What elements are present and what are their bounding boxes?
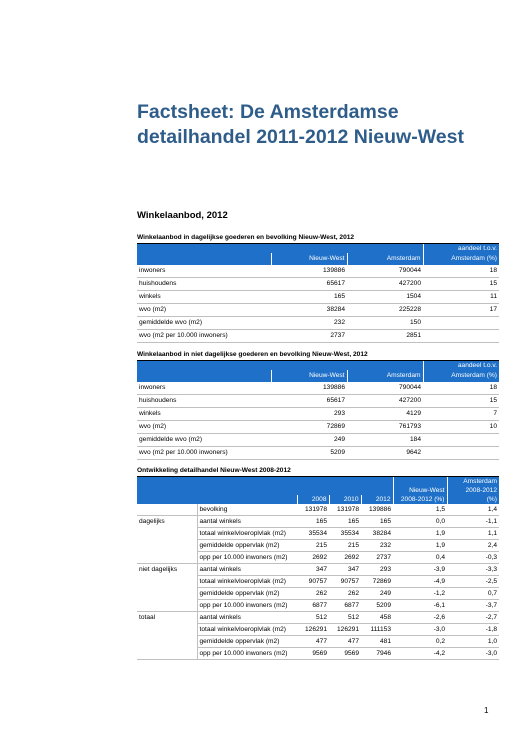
table-cell: 761793 [347, 421, 423, 434]
table-cell: 293 [361, 564, 393, 576]
header-2008: 2008 [297, 495, 329, 504]
table-cell: 215 [329, 540, 361, 552]
table-cell [423, 434, 499, 447]
header-blank [329, 477, 361, 486]
table-cell [423, 447, 499, 460]
table-row [137, 528, 499, 540]
document-title-line1: Factsheet: De Amsterdamse [137, 101, 399, 123]
table-cell: -2,6 [393, 612, 447, 624]
header-2010: 2010 [329, 495, 361, 504]
table-cell: -6,1 [393, 600, 447, 612]
non-daily-goods-table [137, 350, 499, 460]
header-blank [297, 477, 329, 486]
table-cell: 126291 [297, 624, 329, 636]
table-cell: 477 [297, 636, 329, 648]
row-label: gemiddelde oppervlak (m2) [197, 588, 297, 600]
document-title [137, 100, 517, 150]
table-cell: 2851 [347, 330, 423, 343]
header-blank [347, 244, 423, 253]
table-cell: 7 [423, 408, 499, 421]
table-row [137, 304, 499, 317]
table-row [137, 447, 499, 460]
table-header [137, 477, 499, 486]
table-cell: 249 [361, 588, 393, 600]
table-cell: 5209 [361, 600, 393, 612]
table-cell: 1,9 [393, 540, 447, 552]
table-cell: 9569 [297, 648, 329, 660]
header-amsterdam: Amsterdam [347, 253, 423, 265]
table-cell: 11 [423, 291, 499, 304]
header-nieuw-west: Nieuw-West [271, 370, 347, 382]
table-cell: 0,7 [447, 588, 499, 600]
table-row [137, 636, 499, 648]
header-2012: 2012 [361, 495, 393, 504]
header-share-line1: aandeel t.o.v. [423, 361, 499, 370]
table-cell: -2,5 [447, 576, 499, 588]
table-cell: 184 [347, 434, 423, 447]
header-blank [329, 486, 361, 495]
table-cell: 38284 [271, 304, 347, 317]
table-cell: 35534 [329, 528, 361, 540]
table-cell: 10 [423, 421, 499, 434]
table-row [137, 612, 499, 624]
table-cell: 2737 [361, 552, 393, 564]
table-header [137, 486, 499, 495]
table-cell: 165 [329, 516, 361, 528]
table-cell: -2,7 [447, 612, 499, 624]
table-cell: 1504 [347, 291, 423, 304]
table-cell: -4,2 [393, 648, 447, 660]
table-cell: 131978 [297, 504, 329, 516]
table-cell: 90757 [329, 576, 361, 588]
row-label [137, 576, 197, 588]
table-cell: -0,3 [447, 552, 499, 564]
table-cell: 90757 [297, 576, 329, 588]
table-cell: 139886 [361, 504, 393, 516]
header-blank [137, 477, 197, 486]
table-cell: 458 [361, 612, 393, 624]
table-row [137, 504, 499, 516]
table-cell: 65617 [271, 395, 347, 408]
table-row [137, 516, 499, 528]
table-row [137, 291, 499, 304]
table-cell: 139886 [271, 382, 347, 395]
table-cell: -3,0 [393, 624, 447, 636]
table-cell: 17 [423, 304, 499, 317]
table-cell: -3,3 [447, 564, 499, 576]
row-label: aantal winkels [197, 516, 297, 528]
row-label: inwoners [137, 265, 271, 278]
table-cell: -1,1 [447, 516, 499, 528]
table-cell [423, 317, 499, 330]
table-cell: -4,9 [393, 576, 447, 588]
table-row [137, 564, 499, 576]
development-table [137, 466, 499, 660]
table-cell: 18 [423, 265, 499, 278]
table-cell: 1,5 [393, 504, 447, 516]
table-row [137, 317, 499, 330]
table-header [137, 370, 499, 382]
row-label: inwoners [137, 382, 271, 395]
row-label: winkels [137, 408, 271, 421]
table-header [137, 253, 499, 265]
row-label [137, 648, 197, 660]
row-label: gemiddelde wvo (m2) [137, 317, 271, 330]
table-cell: 232 [361, 540, 393, 552]
row-label: wvo (m2 per 10.000 inwoners) [137, 447, 271, 460]
table-row [137, 395, 499, 408]
row-label [137, 600, 197, 612]
table-cell: -1,2 [393, 588, 447, 600]
row-label: gemiddelde oppervlak (m2) [197, 636, 297, 648]
page-number: 1 [484, 706, 489, 715]
row-label [137, 588, 197, 600]
table-cell: 427200 [347, 278, 423, 291]
table-row [137, 408, 499, 421]
table-cell: 131978 [329, 504, 361, 516]
header-blank [361, 486, 393, 495]
table-cell: 126291 [329, 624, 361, 636]
table-row [137, 382, 499, 395]
table-cell: 1,1 [447, 528, 499, 540]
header-nieuw-west-line2: 2008-2012 (%) [393, 495, 447, 504]
row-label [137, 552, 197, 564]
header-blank [137, 370, 271, 382]
table-cell: 1,9 [393, 528, 447, 540]
table-cell: -3,9 [393, 564, 447, 576]
table-cell: 512 [329, 612, 361, 624]
table-cell: 790044 [347, 265, 423, 278]
row-label: totaal winkelvloeroplvlak (m2) [197, 624, 297, 636]
table-cell: -1,8 [447, 624, 499, 636]
header-blank [271, 361, 347, 370]
table-cell: 477 [329, 636, 361, 648]
table-cell: 249 [271, 434, 347, 447]
header-blank [347, 361, 423, 370]
row-label: totaal [139, 614, 156, 622]
header-blank [197, 477, 297, 486]
header-blank [197, 495, 297, 504]
table-caption: Winkelaanbod in niet dagelijkse goederen en bevolking Nieuw-West, 2012 [137, 350, 499, 361]
table-cell: 790044 [347, 382, 423, 395]
table-cell: 6877 [297, 600, 329, 612]
table-cell: 72869 [271, 421, 347, 434]
table-cell: 15 [423, 395, 499, 408]
table-cell: 347 [329, 564, 361, 576]
header-amsterdam-line1: Amsterdam [447, 477, 499, 486]
table-cell: 0,2 [393, 636, 447, 648]
row-label: wvo (m2) [137, 304, 271, 317]
table-row [137, 421, 499, 434]
header-nieuw-west-line1: Nieuw-West [393, 486, 447, 495]
table-row [137, 588, 499, 600]
table-cell: 65617 [271, 278, 347, 291]
table-row [137, 624, 499, 636]
row-label: opp per 10.000 inwoners (m2) [197, 600, 297, 612]
table-cell: -3,7 [447, 600, 499, 612]
row-label: bevolking [197, 504, 297, 516]
table-cell: 165 [361, 516, 393, 528]
table-cell: 225228 [347, 304, 423, 317]
row-label: wvo (m2) [137, 421, 271, 434]
table-cell: 262 [297, 588, 329, 600]
header-blank [197, 486, 297, 495]
table-row [137, 278, 499, 291]
header-blank [137, 486, 197, 495]
row-label: niet dagelijks [139, 566, 178, 574]
table-row [137, 576, 499, 588]
row-label: gemiddelde oppervlak (m2) [197, 540, 297, 552]
row-label: opp per 10.000 inwoners (m2) [197, 552, 297, 564]
row-label: aantal winkels [197, 564, 297, 576]
table-cell: 215 [297, 540, 329, 552]
section-heading: Winkelaanbod, 2012 [137, 210, 228, 221]
row-label: opp per 10.000 inwoners (m2) [197, 648, 297, 660]
table-row [137, 265, 499, 278]
header-share-line1: aandeel t.o.v. [423, 244, 499, 253]
table-row [137, 600, 499, 612]
table-cell: 18 [423, 382, 499, 395]
table-cell: 165 [271, 291, 347, 304]
table-caption: Winkelaanbod in dagelijkse goederen en bevolking Nieuw-West, 2012 [137, 233, 499, 244]
table-header [137, 361, 499, 370]
table-row [137, 434, 499, 447]
table-cell: 150 [347, 317, 423, 330]
table-cell: 5209 [271, 447, 347, 460]
table-row [137, 552, 499, 564]
row-label: huishoudens [137, 395, 271, 408]
row-label: wvo (m2 per 10.000 inwoners) [137, 330, 271, 343]
table-cell: 1,4 [447, 504, 499, 516]
table-cell: 165 [297, 516, 329, 528]
header-blank [361, 477, 393, 486]
header-blank [393, 477, 447, 486]
table-cell: 2,4 [447, 540, 499, 552]
table-row [137, 540, 499, 552]
header-blank [271, 244, 347, 253]
row-label: winkels [137, 291, 271, 304]
table-cell: 9642 [347, 447, 423, 460]
row-label: totaal winkelvloeroplvlak (m2) [197, 528, 297, 540]
row-label [137, 528, 197, 540]
table-header [137, 495, 499, 504]
row-label [137, 624, 197, 636]
header-amsterdam: Amsterdam [347, 370, 423, 382]
header-nieuw-west: Nieuw-West [271, 253, 347, 265]
table-cell: 262 [329, 588, 361, 600]
header-share-line2: Amsterdam (%) [423, 253, 499, 265]
table-cell: 1,0 [447, 636, 499, 648]
table-row [137, 330, 499, 343]
table-cell: 111153 [361, 624, 393, 636]
table-cell: 293 [271, 408, 347, 421]
header-blank [137, 361, 271, 370]
table-cell: 9569 [329, 648, 361, 660]
table-header [137, 244, 499, 253]
table-cell: 0,4 [393, 552, 447, 564]
table-cell: 427200 [347, 395, 423, 408]
table-cell: 139886 [271, 265, 347, 278]
table-cell: 38284 [361, 528, 393, 540]
header-amsterdam-line2: 2008-2012 [447, 486, 499, 495]
daily-goods-table [137, 233, 499, 343]
header-share-line2: Amsterdam (%) [423, 370, 499, 382]
table-row [137, 648, 499, 660]
row-label [137, 540, 197, 552]
table-cell: 232 [271, 317, 347, 330]
table-cell: 512 [297, 612, 329, 624]
table-cell: 2692 [329, 552, 361, 564]
table-cell: 4129 [347, 408, 423, 421]
header-blank [297, 486, 329, 495]
row-label: totaal winkelvloeroplvlak (m2) [197, 576, 297, 588]
row-label: gemiddelde wvo (m2) [137, 434, 271, 447]
table-cell: -3,0 [447, 648, 499, 660]
table-cell: 35534 [297, 528, 329, 540]
table-caption: Ontwikkeling detailhandel Nieuw-West 2008-2012 [137, 466, 499, 477]
row-label [137, 636, 197, 648]
table-cell: 0,0 [393, 516, 447, 528]
table-cell: 347 [297, 564, 329, 576]
header-amsterdam-line3: (%) [447, 495, 499, 504]
table-cell: 2692 [297, 552, 329, 564]
document-title-line2: detailhandel 2011-2012 Nieuw-West [137, 126, 464, 148]
table-cell: 7946 [361, 648, 393, 660]
row-label: huishoudens [137, 278, 271, 291]
row-label: aantal winkels [197, 612, 297, 624]
table-cell: 2737 [271, 330, 347, 343]
row-label: dagelijks [139, 518, 165, 526]
row-label [137, 504, 197, 516]
table-cell: 15 [423, 278, 499, 291]
table-cell: 6877 [329, 600, 361, 612]
header-blank [137, 253, 271, 265]
header-blank [137, 495, 197, 504]
header-blank [137, 244, 271, 253]
table-cell: 72869 [361, 576, 393, 588]
table-cell [423, 330, 499, 343]
table-cell: 481 [361, 636, 393, 648]
